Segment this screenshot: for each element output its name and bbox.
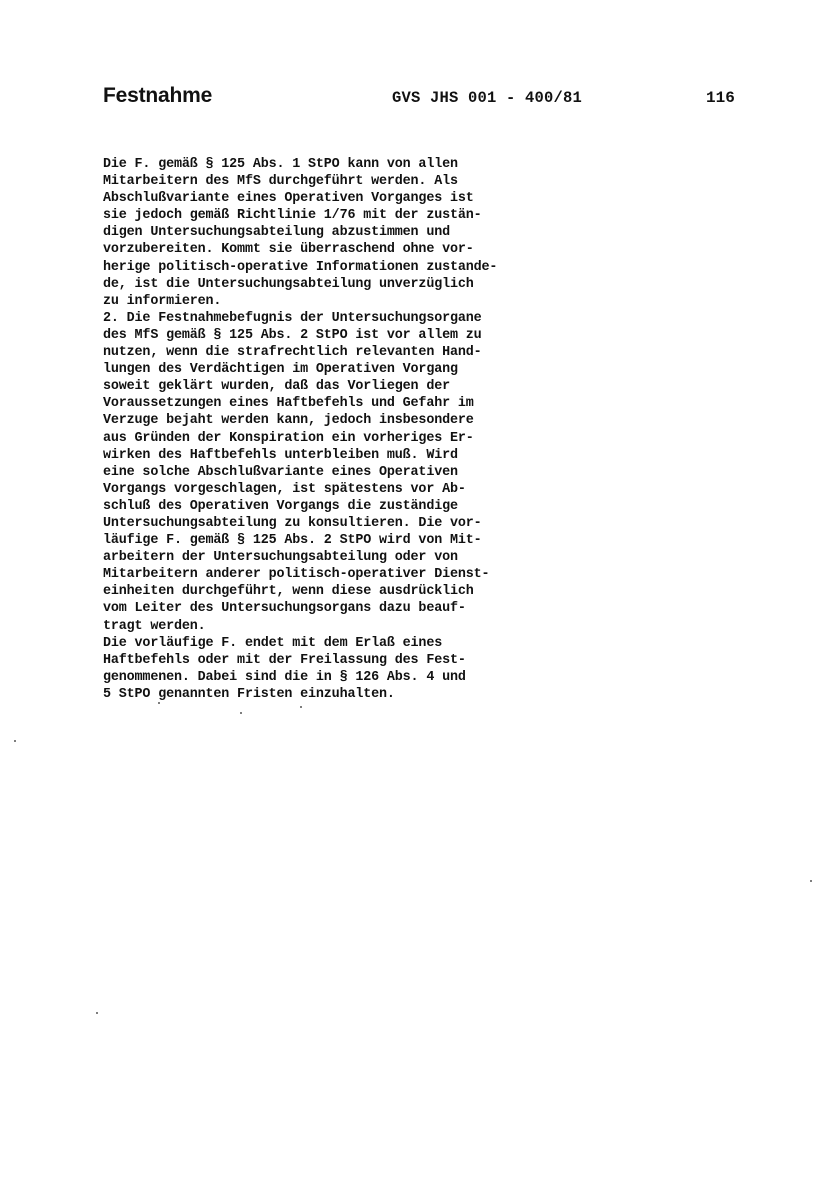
page-number: 116: [706, 89, 735, 107]
body-line: 2. Die Festnahmebefugnis der Untersuchungsorgane: [103, 310, 482, 326]
body-line: sie jedoch gemäß Richtlinie 1/76 mit der zustän-: [103, 208, 482, 224]
body-line: genommenen. Dabei sind die in § 126 Abs. 4 und: [103, 669, 466, 685]
body-line: Die vorläufige F. endet mit dem Erlaß eines: [103, 635, 443, 651]
body-line: soweit geklärt wurden, daß das Vorliegen der: [103, 379, 450, 395]
body-line: des MfS gemäß § 125 Abs. 2 StPO ist vor allem zu: [103, 327, 482, 343]
scan-speck: [240, 712, 242, 714]
body-line: arbeitern der Untersuchungsabteilung oder von: [103, 550, 458, 566]
body-line: wirken des Haftbefehls unterbleiben muß. Wird: [103, 447, 458, 463]
scan-speck: [96, 1012, 98, 1014]
document-reference: GVS JHS 001 - 400/81: [392, 89, 583, 107]
body-line: Vorgangs vorgeschlagen, ist spätestens vor Ab-: [103, 481, 466, 497]
scan-speck: [810, 880, 812, 882]
page-keyword-heading: Festnahme: [103, 84, 213, 107]
body-line: nutzen, wenn die strafrechtlich relevanten Hand-: [103, 345, 482, 361]
body-line: 5 StPO genannten Fristen einzuhalten.: [103, 686, 395, 702]
scan-speck: [14, 740, 16, 742]
body-line: schluß des Operativen Vorgangs die zuständige: [103, 498, 458, 514]
body-line: läufige F. gemäß § 125 Abs. 2 StPO wird von Mit-: [103, 533, 482, 549]
body-line: einheiten durchgeführt, wenn diese ausdrücklich: [103, 584, 474, 600]
body-line: lungen des Verdächtigen im Operativen Vorgang: [103, 362, 458, 378]
body-line: vom Leiter des Untersuchungsorgans dazu beauf-: [103, 601, 466, 617]
body-line: Abschlußvariante eines Operativen Vorganges ist: [103, 191, 474, 207]
body-line: Untersuchungsabteilung zu konsultieren. Die vor-: [103, 515, 482, 531]
body-line: Mitarbeitern des MfS durchgeführt werden. Als: [103, 174, 458, 190]
body-line: herige politisch-operative Informationen zustande-: [103, 259, 498, 275]
body-line: tragt werden.: [103, 618, 206, 634]
body-line: vorzubereiten. Kommt sie überraschend ohne vor-: [103, 242, 474, 258]
body-line: digen Untersuchungsabteilung abzustimmen und: [103, 225, 450, 241]
body-line: de, ist die Untersuchungsabteilung unverzüglich: [103, 276, 474, 292]
scan-speck: [300, 706, 302, 708]
body-text: [103, 156, 603, 703]
body-line: aus Gründen der Konspiration ein vorheriges Er-: [103, 430, 474, 446]
body-line: Haftbefehls oder mit der Freilassung des Fest-: [103, 652, 466, 668]
body-line: Verzuge bejaht werden kann, jedoch insbesondere: [103, 413, 474, 429]
body-line: eine solche Abschlußvariante eines Operativen: [103, 464, 458, 480]
scan-speck: [158, 702, 160, 704]
body-line: Die F. gemäß § 125 Abs. 1 StPO kann von allen: [103, 157, 458, 172]
body-line: Voraussetzungen eines Haftbefehls und Gefahr im: [103, 396, 474, 412]
body-line: Mitarbeitern anderer politisch-operativer Dienst-: [103, 567, 490, 583]
body-line: zu informieren.: [103, 293, 222, 309]
